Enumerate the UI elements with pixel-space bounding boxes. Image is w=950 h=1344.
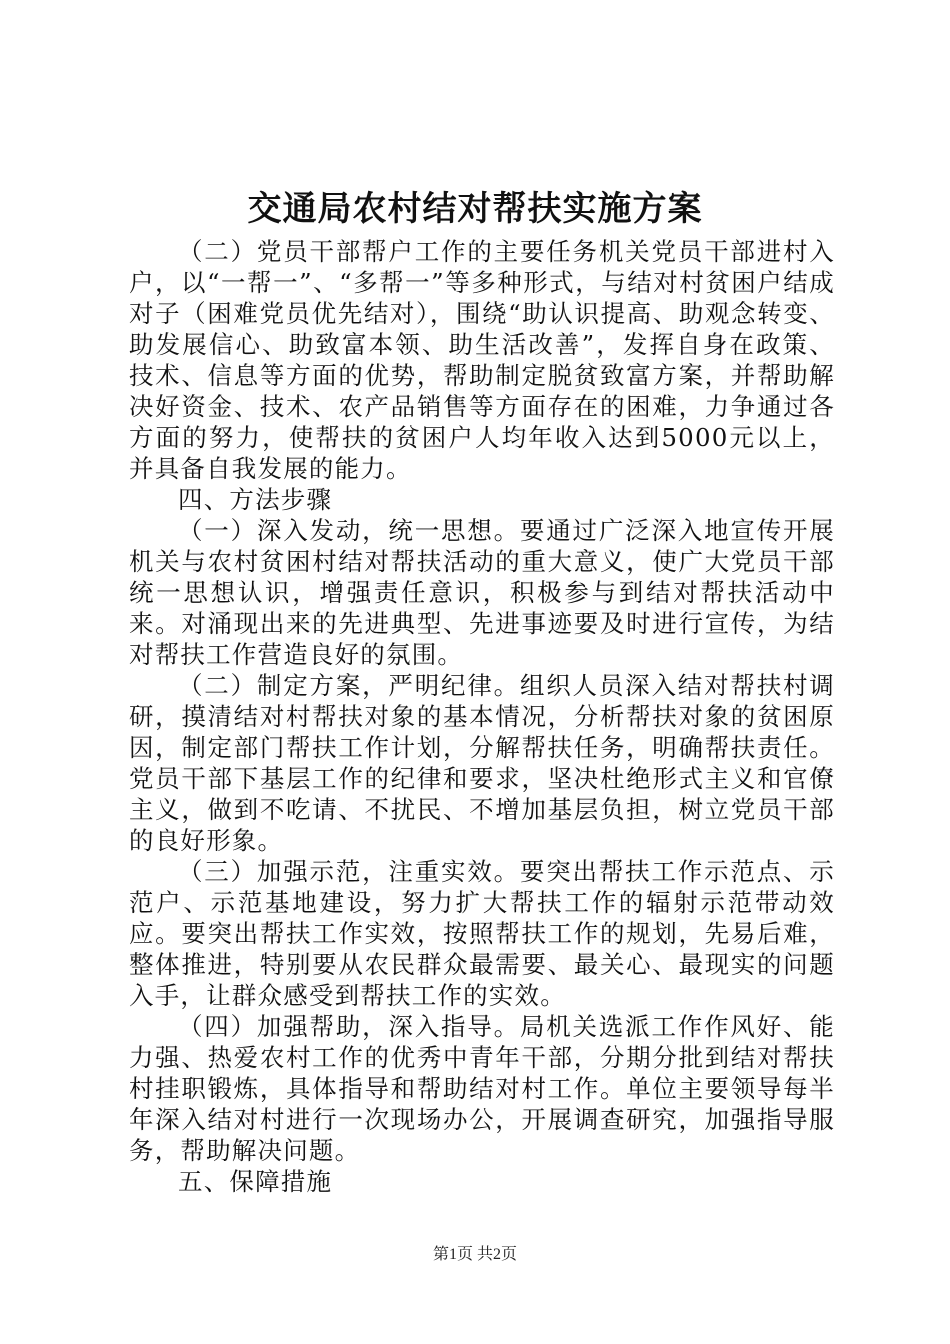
paragraph-step-one: （一）深入发动，统一思想。要通过广泛深入地宣传开展机关与农村贫困村结对帮扶活动的重大意义，使广大党员干部统一思想认识，增强责任意识，积极参与到结对帮扶活动中来。对涌现出来的先进典型、先进事迹要及时进行宣传，为结对帮扶工作营造良好的氛围。 [129,516,835,669]
paragraph-step-four: （四）加强帮助，深入指导。局机关选派工作作风好、能力强、热爱农村工作的优秀中青年干部，分期分批到结对帮扶村挂职锻炼，具体指导和帮助结对村工作。单位主要领导每半年深入结对村进行一次现场办公，开展调查研究，加强指导服务，帮助解决问题。 [129,1012,835,1165]
document-title: 交通局农村结对帮扶实施方案 [247,189,703,229]
section-heading-safeguards: 五、保障措施 [178,1167,333,1196]
page-number-footer: 第1页 共2页 [432,1246,517,1263]
paragraph-task-description: （二）党员干部帮户工作的主要任务机关党员干部进村入户，以“一帮一”、“多帮一”等多种形式，与结对村贫困户结成对子（困难党员优先结对），围绕“助认识提高、助观念转变、助发展信心、助致富本领、助生活改善”，发挥自身在政策、技术、信息等方面的优势，帮助制定脱贫致富方案，并帮助解决好资金、技术、农产品销售等方面存在的困难，力争通过各方面的努力，使帮扶的贫困户人均年收入达到5000元以上，并具备自我发展的能力。 [129,237,835,483]
section-heading-methods: 四、方法步骤 [178,485,333,514]
document-body [129,236,835,1197]
paragraph-step-three: （三）加强示范，注重实效。要突出帮扶工作示范点、示范户、示范基地建设，努力扩大帮扶工作的辐射示范带动效应。要突出帮扶工作实效，按照帮扶工作的规划，先易后难，整体推进，特别要从农民群众最需要、最关心、最现实的问题入手，让群众感受到帮扶工作的实效。 [129,857,835,1010]
paragraph-step-two: （二）制定方案，严明纪律。组织人员深入结对帮扶村调研，摸清结对村帮扶对象的基本情况，分析帮扶对象的贫困原因，制定部门帮扶工作计划，分解帮扶任务，明确帮扶责任。党员干部下基层工作的纪律和要求，坚决杜绝形式主义和官僚主义，做到不吃请、不扰民、不增加基层负担，树立党员干部的良好形象。 [129,671,835,855]
